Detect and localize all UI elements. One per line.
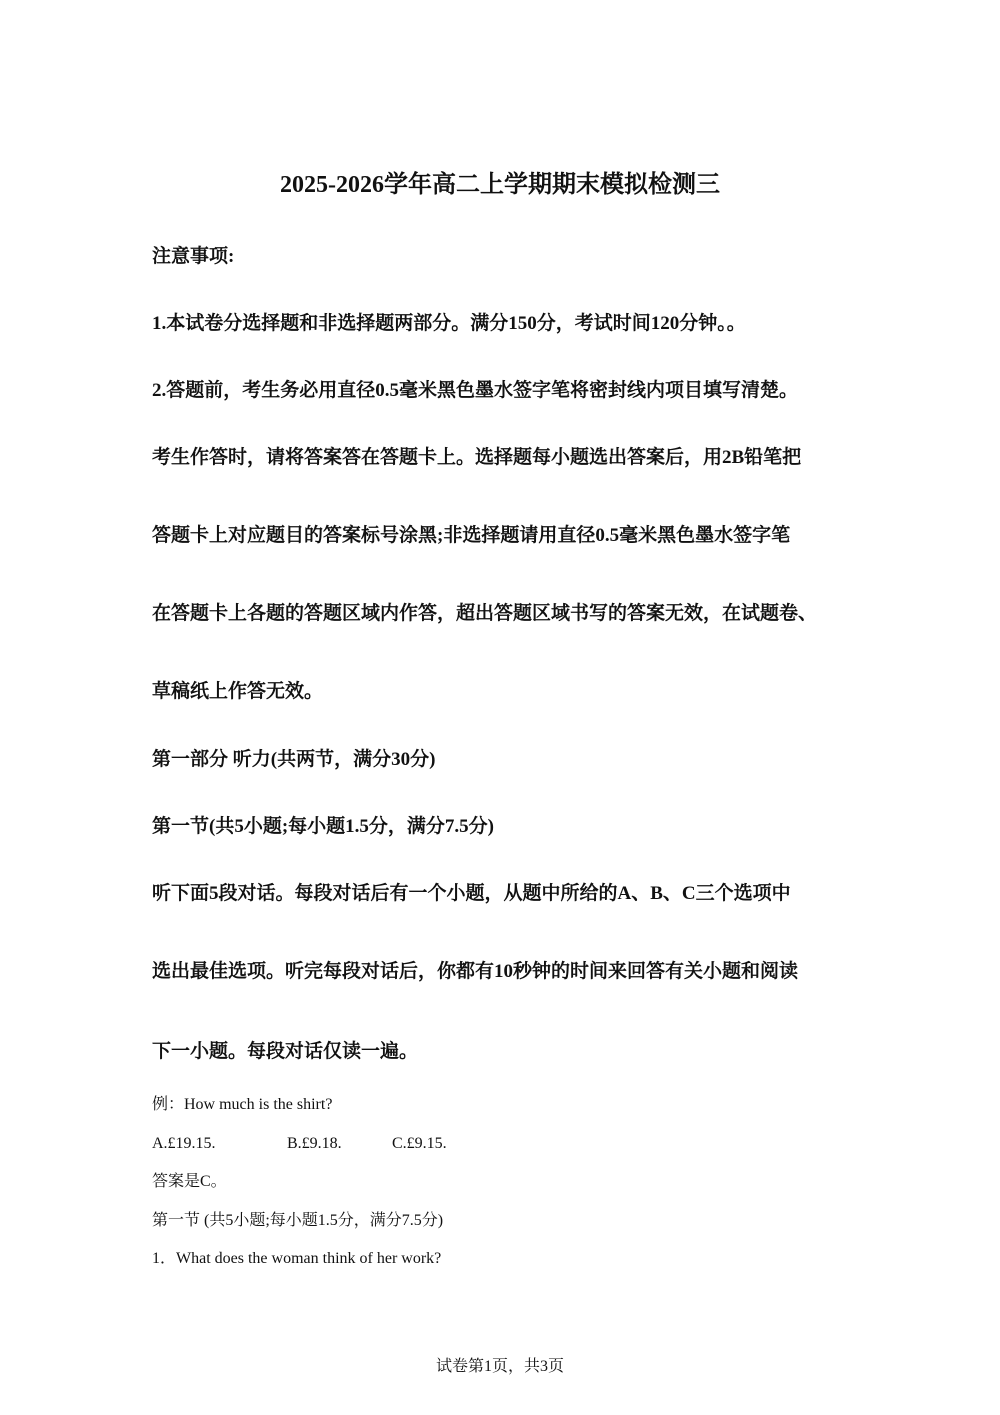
section-heading: 第一节(共5小题;每小题1.5分，满分7.5分): [152, 816, 494, 837]
notice-line-1: 1.本试卷分选择题和非选择题两部分。满分150分，考试时间120分钟。。: [152, 313, 746, 334]
example-question: 例：How much is the shirt?: [152, 1096, 333, 1113]
notice-line-5: 在答题卡上各题的答题区域内作答，超出答题区域书写的答案无效，在试题卷、: [152, 603, 818, 624]
instruction-line-1: 听下面5段对话。每段对话后有一个小题，从题中所给的A、B、C三个选项中: [152, 883, 791, 904]
page-footer: 试卷第1页，共3页: [435, 1358, 564, 1375]
notice-line-3: 考生作答时，请将答案答在答题卡上。选择题每小题选出答案后，用2B铅笔把: [152, 447, 802, 468]
notice-line-2: 2.答题前，考生务必用直径0.5毫米黑色墨水签字笔将密封线内项目填写清楚。: [152, 380, 799, 401]
instruction-line-3: 下一小题。每段对话仅读一遍。: [152, 1041, 419, 1062]
instruction-line-2: 选出最佳选项。听完每段对话后，你都有10秒钟的时间来回答有关小题和阅读: [152, 961, 799, 982]
notice-line-6: 草稿纸上作答无效。: [152, 681, 324, 702]
example-option-b: B.£9.18.: [287, 1135, 342, 1152]
part-heading: 第一部分 听力(共两节，满分30分): [152, 749, 436, 770]
exam-title: 2025-2026学年高二上学期期末模拟检测三: [280, 172, 720, 198]
example-answer: 答案是C。: [152, 1173, 227, 1190]
question-1: 1．What does the woman think of her work?: [152, 1250, 442, 1267]
example-option-c: C.£9.15.: [392, 1135, 447, 1152]
example-option-a: A.£19.15.: [152, 1135, 216, 1152]
notice-heading: 注意事项:: [152, 246, 235, 267]
section-heading-repeat: 第一节 (共5小题;每小题1.5分，满分7.5分): [152, 1212, 444, 1229]
notice-line-4: 答题卡上对应题目的答案标号涂黑;非选择题请用直径0.5毫米黑色墨水签字笔: [152, 525, 791, 546]
